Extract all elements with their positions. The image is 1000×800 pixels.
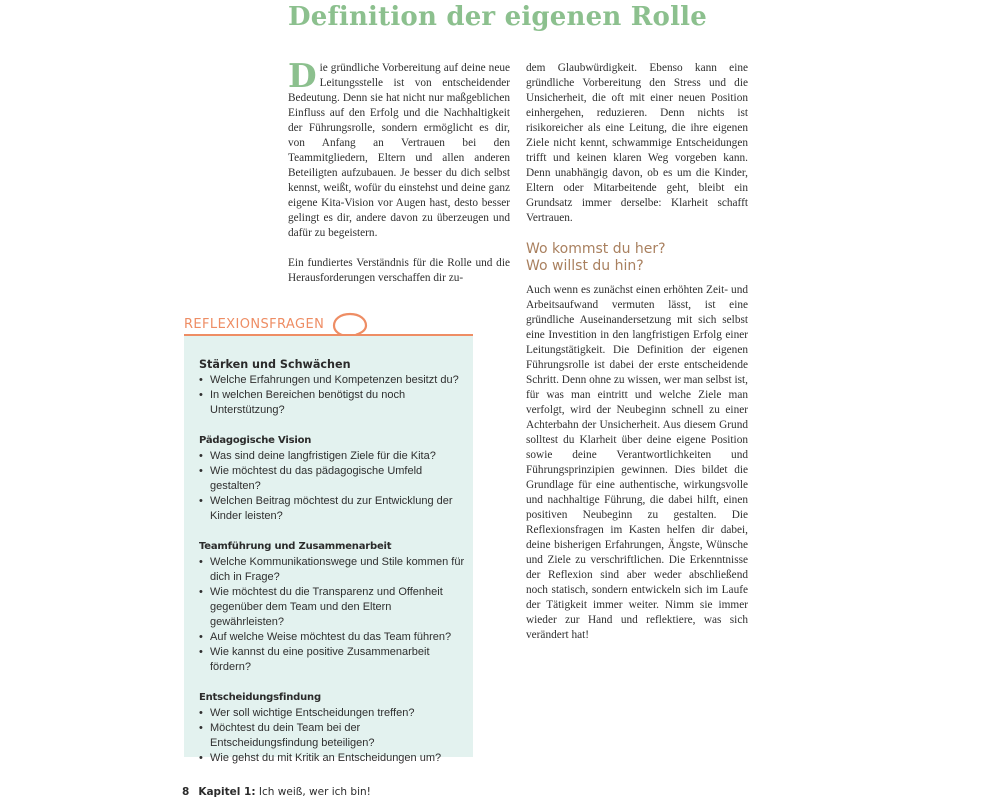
- intro-paragraph: [288, 56, 510, 241]
- page-title: Definition der eigenen Rolle: [288, 2, 707, 32]
- body-paragraph: Auch wenn es zunächst einen erhöhten Zeit- und Arbeitsaufwand vermuten lässt, ist eine gründliche Auseinandersetzung mit sich selbst eine Investition in den langfristigen Erfolg einer Leitungstätigkeit. Die Definition der eigenen Führungsrolle ist dabei der erste entscheidende Schritt. Denn ohne zu wissen, wer man selbst ist, für was man eintritt und welche Ziele man verfolgt, wird der Neubeginn schnell zu einer Achterbahn der Unsicherheit. Aus diesem Grund solltest du Klarheit über deine eigene Position sowie deine Verantwortlichkeiten und Führungsprinzipien gewinnen. Dies bildet die Grundlage für eine authentische, wirkungsvolle und nachhaltige Führung, die dabei hilft, einen positiven Neubeginn zu gestalten. Die Reflexionsfragen im Kasten helfen dir dabei, deine bisherigen Erfahrungen, Ängste, Wünsche und Ziele zu verschriftlichen. Die Erkenntnisse der Reflexion sind aber weder abschließend noch statisch, sondern entwickeln sich im Laufe der Tätigkeit immer weiter. Nimm sie immer wieder zur Hand und reflektiere, was sich verändert hat!: [526, 284, 748, 641]
- reflection-question: • Wie gehst du mit Kritik an Entscheidungen um?: [199, 751, 465, 766]
- section-subheading: [526, 241, 748, 275]
- second-paragraph: Ein fundiertes Verständnis für die Rolle und die Herausforderungen verschaffen dir zu-: [288, 257, 510, 284]
- reflection-question-list: [199, 373, 465, 418]
- page-footer: [182, 786, 371, 798]
- chapter-label: Kapitel 1:: [198, 786, 256, 798]
- intro-paragraph-text: ie gründliche Vorbereitung auf deine neue Leitungsstelle ist von entscheidender Bedeutung. Denn sie hat nicht nur maßgeblichen Einfluss auf den Erfolg und die Nachhaltigkeit der Führungsrolle, sondern ermöglicht es dir, von Anfang an Vertrauen bei den Teammitgliedern, Eltern und allen anderen Beteiligten aufzubauen. Je besser du dich selbst kennst, weißt, wofür du einstehst und deine ganz eigene Kita-Vision vor Augen hast, desto besser gelingt es dir, andere davon zu überzeugen und dafür zu begeistern.: [288, 62, 510, 239]
- continued-paragraph: dem Glaubwürdigkeit. Ebenso kann eine gründliche Vorbereitung den Stress und die Unsicherheit, die oft mit einer neuen Position einhergehen, reduzieren. Denn nichts ist risikoreicher als eine Leitung, die ihre eigenen Ziele nicht kennt, schwammige Entscheidungen trifft und keinen klaren Weg vorgeben kann. Denn unabhängig davon, ob es um die Kinder, Eltern oder Mitarbeitende geht, bleibt ein Grundsatz immer derselbe: Klarheit schafft Vertrauen.: [526, 62, 748, 224]
- reflection-question-list: [199, 706, 465, 766]
- reflection-question-list: [199, 449, 465, 524]
- right-text-column: [526, 61, 748, 643]
- left-text-column: [288, 56, 510, 286]
- reflection-question: • Was sind deine langfristigen Ziele für die Kita?: [199, 449, 465, 464]
- reflection-section-title: Pädagogische Vision: [199, 435, 312, 446]
- reflection-question: • In welchen Bereichen benötigst du noch Unterstützung?: [199, 388, 465, 418]
- reflection-section-title: Entscheidungsfindung: [199, 692, 321, 703]
- reflection-box: [184, 334, 473, 764]
- reflection-accent-line: [184, 334, 473, 336]
- reflection-question: • Auf welche Weise möchtest du das Team führen?: [199, 630, 465, 645]
- subheading-line-2: Wo willst du hin?: [526, 258, 644, 274]
- chapter-title: Ich weiß, wer ich bin!: [258, 786, 371, 798]
- reflection-question: • Wie möchtest du die Transparenz und Offenheit gegenüber dem Team und den Eltern gewährleisten?: [199, 585, 465, 630]
- reflection-heading: REFLEXIONSFRAGEN: [184, 317, 325, 332]
- reflection-question: • Wie kannst du eine positive Zusammenarbeit fördern?: [199, 645, 465, 675]
- reflection-question: • Wie möchtest du das pädagogische Umfeld gestalten?: [199, 464, 465, 494]
- subheading-line-1: Wo kommst du her?: [526, 241, 666, 257]
- reflection-section-title: Teamführung und Zusammenarbeit: [199, 541, 392, 552]
- reflection-question: • Welchen Beitrag möchtest du zur Entwicklung der Kinder leisten?: [199, 494, 465, 524]
- reflection-question: • Welche Kommunikationswege und Stile kommen für dich in Frage?: [199, 555, 465, 585]
- reflection-question: • Welche Erfahrungen und Kompetenzen besitzt du?: [199, 373, 465, 388]
- reflection-question: • Möchtest du dein Team bei der Entscheidungsfindung beteiligen?: [199, 721, 465, 751]
- reflection-question: • Wer soll wichtige Entscheidungen treffen?: [199, 706, 465, 721]
- reflection-question-list: [199, 555, 465, 675]
- page-number: 8: [182, 786, 190, 798]
- drop-cap: D: [288, 56, 317, 95]
- reflection-section-title: Stärken und Schwächen: [199, 358, 351, 371]
